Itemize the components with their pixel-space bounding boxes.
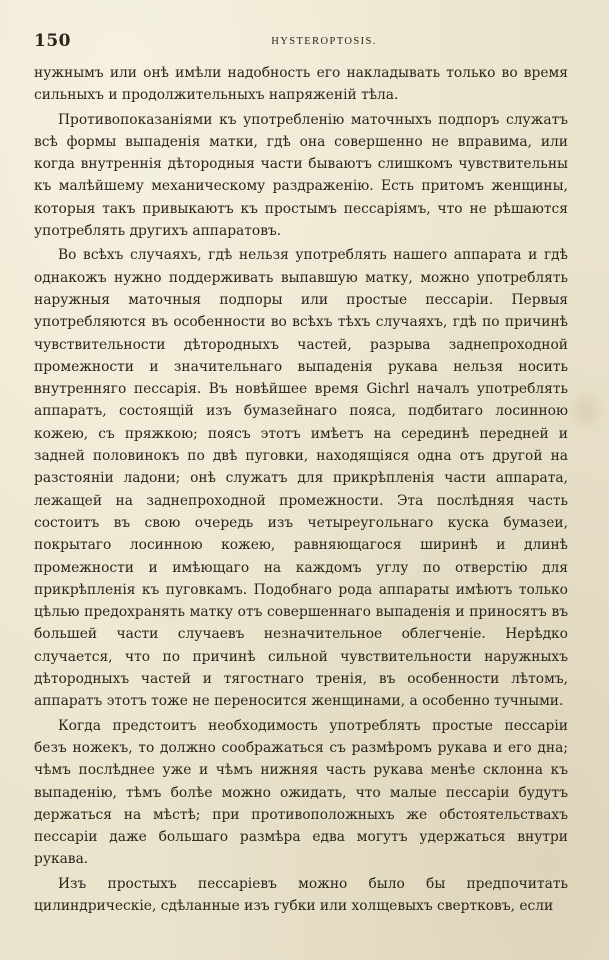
paragraph: Противопоказаніями къ употребленію маточныхъ подпоръ служатъ всѣ формы выпаденія матки, гдѣ она совершенно не вправима, или когда внутреннія дѣтородныя части бываютъ слишкомъ чувствительны къ малѣйшему механическому раздраженію. Есть притомъ женщины, которыя такъ привыкаютъ къ простымъ пессаріямъ, что не рѣшаются употреблять другихъ аппаратовъ. xyxy=(34,111,568,240)
page-header xyxy=(34,31,574,53)
paragraph: Во всѣхъ случаяхъ, гдѣ нельзя употреблять нашего аппарата и гдѣ однакожъ нужно поддерживать выпавшую матку, можно употреблять наружныя маточныя подпоры или простые пессаріи. Первыя употребляются въ особенности во всѣхъ тѣхъ случаяхъ, гдѣ по причинѣ чувствительности дѣтородныхъ частей, разрыва заднепроходной промежности и значительнаго выпаденія рукава нельзя носить внутренняго пессарія. Въ новѣйшее время Gichrl началъ употреблять аппаратъ, состоящій изъ бумазейнаго пояса, подбитаго лосинною кожею, съ пряжкою; поясъ этотъ имѣетъ на серединѣ передней и задней половинокъ по двѣ пуговки, находящіяся одна отъ другой на разстояніи ладони; онѣ служатъ для прикрѣпленія части аппарата, лежащей на заднепроходной промежности. Эта послѣдняя часть состоитъ въ свою очередь изъ четыреугольнаго куска бумазеи, покрытаго лосинною кожею, равняющагося ширинѣ и длинѣ промежности и имѣющаго на каждомъ углу по отверстію для прикрѣпленія къ пуговкамъ. Подобнаго рода аппараты имѣютъ только цѣлью предохранять матку отъ совершеннаго выпаденія и приносятъ въ большей части случаевъ незначительное облегченіе. Нерѣдко случается, что по причинѣ сильной чувствительности наружныхъ дѣтородныхъ частей и тягостнаго тренія, въ особенности лѣтомъ, аппаратъ этотъ тоже не переносится женщинами, а особенно тучными. xyxy=(34,247,568,710)
page-number: 150 xyxy=(34,31,71,51)
paper-stain xyxy=(575,395,597,425)
running-title: HYSTEROPTOSIS. xyxy=(271,36,377,47)
paragraph: нужнымъ или онѣ имѣли надобность его накладывать только во время сильныхъ и продолжительныхъ напряженій тѣла. xyxy=(34,65,568,104)
body-text xyxy=(34,62,568,919)
paragraph: Изъ простыхъ пессаріевъ можно было бы предпочитать цилиндрическіе, сдѣланные изъ губки или холщевыхъ свертковъ, если xyxy=(34,875,568,914)
paragraph: Когда предстоитъ необходимость употреблять простые пессаріи безъ ножекъ, то должно соображаться съ размѣромъ рукава и его дна; чѣмъ послѣднее уже и чѣмъ нижняя часть рукава менѣе склонна къ выпаденію, тѣмъ болѣе можно ожидать, что малые пессаріи будутъ держаться на мѣстѣ; при противоположныхъ же обстоятельствахъ пессаріи даже большаго размѣра едва могутъ удержаться внутри рукава. xyxy=(34,717,568,868)
